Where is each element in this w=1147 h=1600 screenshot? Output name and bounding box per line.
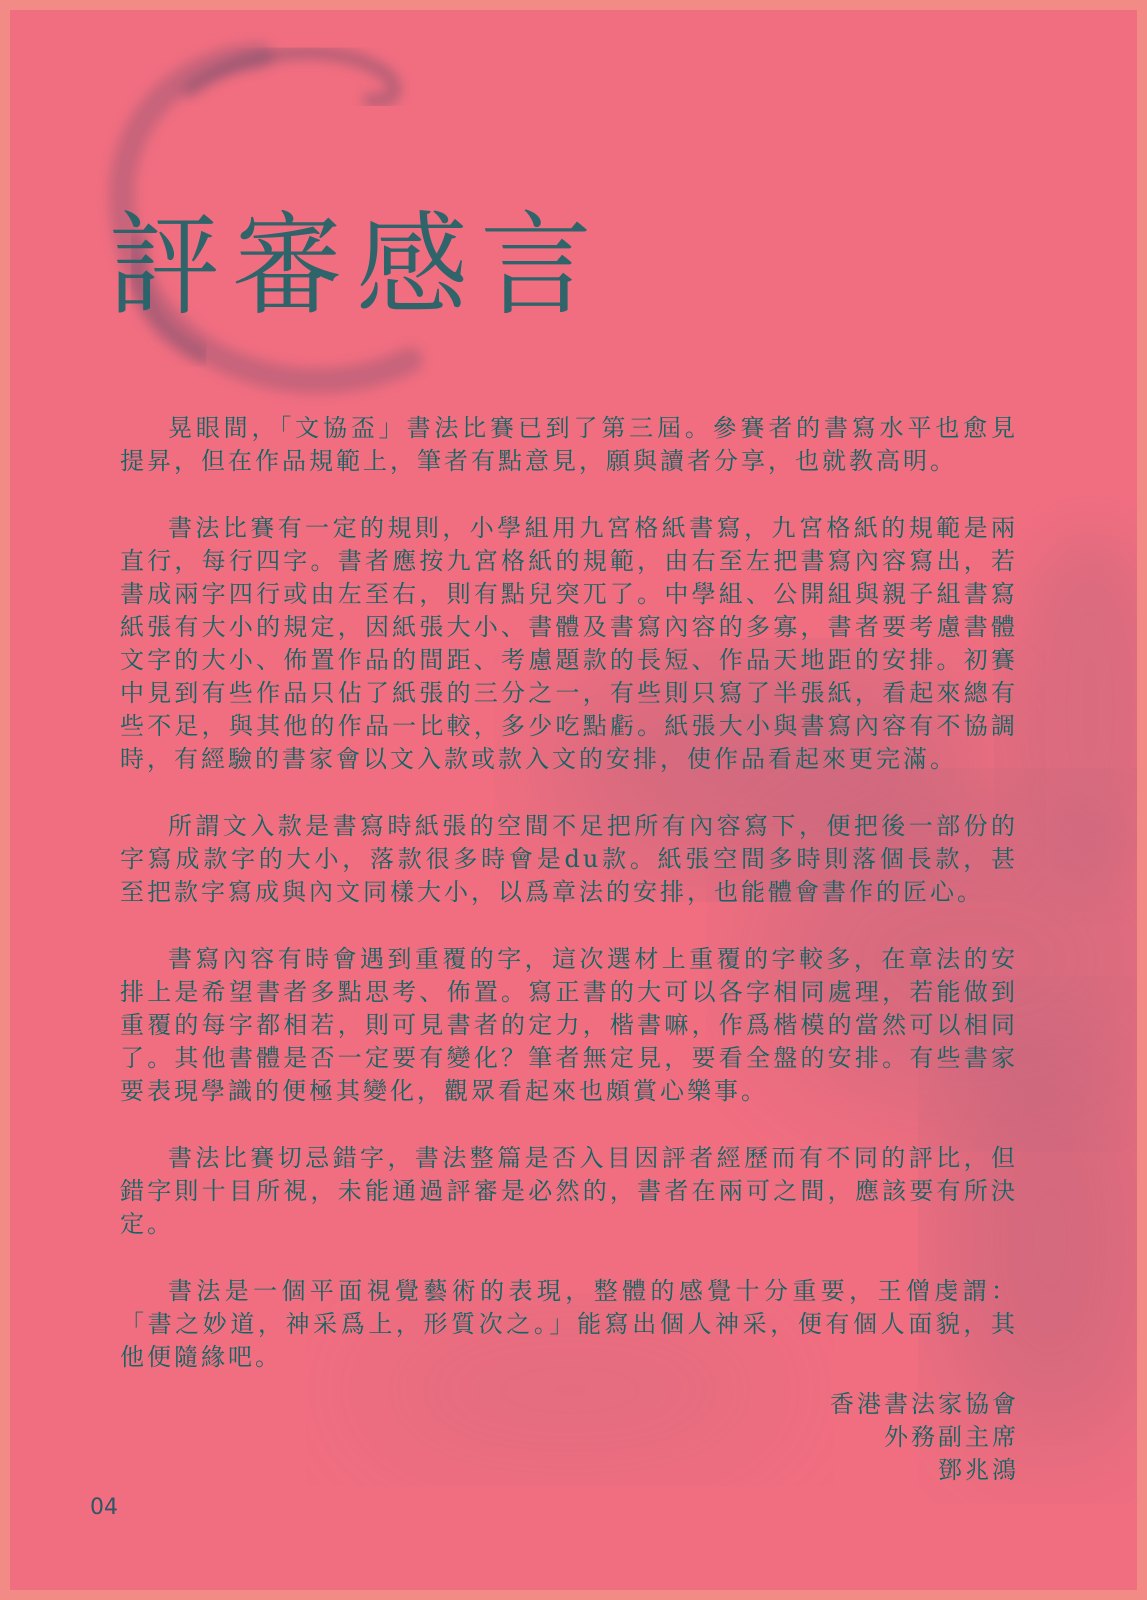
- page-number: 04: [90, 1495, 118, 1520]
- paragraph: 所謂文入款是書寫時紙張的空間不足把所有內容寫下，便把後一部份的字寫成款字的大小，落款很多時會是du款。紙張空間多時則落個長款，甚至把款字寫成與內文同樣大小，以爲章法的安排，也能體會書作的匠心。: [120, 812, 1018, 906]
- paragraph: 書法是一個平面視覺藝術的表現，整體的感覺十分重要，王僧虔謂：「書之妙道，神采爲上，形質次之。」能寫出個人神采，便有個人面貌，其他便隨緣吧。: [120, 1277, 1018, 1371]
- article-body: [120, 412, 1018, 1408]
- page: [10, 10, 1137, 1590]
- paragraph: 晃眼間，「文協盃」書法比賽已到了第三屆。參賽者的書寫水平也愈見提昇，但在作品規範上，筆者有點意見，願與讀者分享，也就教高明。: [120, 414, 1018, 475]
- signature-organization: 香港書法家協會: [830, 1390, 1019, 1418]
- page-title: 評審感言: [108, 201, 604, 331]
- signature-name: 鄧兆鴻: [938, 1456, 1019, 1484]
- signature-block: [830, 1388, 1019, 1487]
- paragraph: 書法比賽切忌錯字，書法整篇是否入目因評者經歷而有不同的評比，但錯字則十目所視，未能通過評審是必然的，書者在兩可之間，應該要有所決定。: [120, 1144, 1018, 1238]
- paragraph: 書寫內容有時會遇到重覆的字，這次選材上重覆的字較多，在章法的安排上是希望書者多點思考、佈置。寫正書的大可以各字相同處理，若能做到重覆的每字都相若，則可見書者的定力，楷書嘛，作爲楷模的當然可以相同了。其他書體是否一定要有變化？筆者無定見，要看全盤的安排。有些書家要表現學識的便極其變化，觀眾看起來也頗賞心樂事。: [120, 945, 1018, 1105]
- paragraph: 書法比賽有一定的規則，小學組用九宮格紙書寫，九宮格紙的規範是兩直行，每行四字。書者應按九宮格紙的規範，由右至左把書寫內容寫出，若書成兩字四行或由左至右，則有點兒突兀了。中學組、公開組與親子組書寫紙張有大小的規定，因紙張大小、書體及書寫內容的多寡，書者要考慮書體文字的大小、佈置作品的間距、考慮題款的長短、作品天地距的安排。初賽中見到有些作品只佔了紙張的三分之一，有些則只寫了半張紙，看起來總有些不足，與其他的作品一比較，多少吃點虧。紙張大小與書寫內容有不協調時，有經驗的書家會以文入款或款入文的安排，使作品看起來更完滿。: [120, 514, 1018, 773]
- signature-position: 外務副主席: [884, 1423, 1019, 1451]
